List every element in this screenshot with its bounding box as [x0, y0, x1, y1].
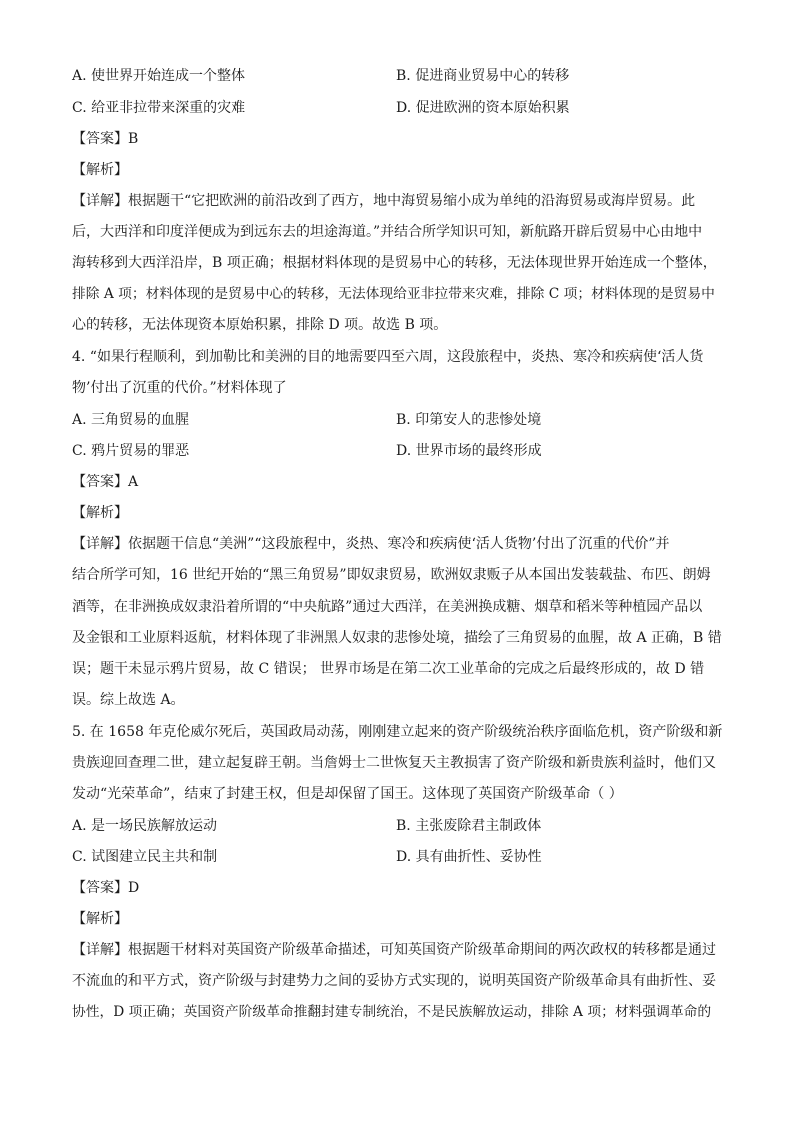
q5-options-row-2	[72, 847, 722, 867]
q4-detail-line: 及金银和工业原料返航，材料体现了非洲黑人奴隶的悲惨处境，描绘了三角贸易的血腥，故 A 正确，B 错	[72, 630, 722, 646]
q3-option-a: A. 使世界开始连成一个整体	[72, 68, 246, 84]
q4-options-row-2	[72, 441, 722, 461]
q4-detail-line: 误。综上故选 A。	[72, 692, 185, 708]
q4-option-d: D. 世界市场的最终形成	[396, 443, 542, 459]
q4-options-row-1	[72, 410, 722, 430]
q4-option-c: C. 鸦片贸易的罪恶	[72, 443, 190, 459]
q5-option-a: A. 是一场民族解放运动	[72, 818, 218, 834]
q3-detail-line: 海转移到大西洋沿岸，B 项正确；根据材料体现的是贸易中心的转移，无法体现世界开始连成一个整体，	[72, 255, 717, 271]
q5-detail-line: 不流血的和平方式，资产阶级与封建势力之间的妥协方式实现的，说明英国资产阶级革命具有曲折性、妥	[72, 973, 716, 989]
q5-option-d: D. 具有曲折性、妥协性	[396, 849, 542, 865]
q5-detail-line: 【详解】根据题干材料对英国资产阶级革命描述，可知英国资产阶级革命期间的两次政权的转移都是通过	[72, 942, 716, 958]
q5-option-b: B. 主张废除君主制政体	[396, 818, 542, 834]
q4-detail-line: 酒等，在非洲换成奴隶沿着所谓的“中央航路”通过大西洋，在美洲换成糖、烟草和稻米等种植园产品以	[72, 599, 703, 615]
q3-options-row-1	[72, 66, 722, 86]
q4-detail-line: 【详解】依据题干信息“美洲”“这段旅程中，炎热、寒冷和疾病使‘活人货物’付出了沉重的代价”并	[72, 536, 670, 552]
q3-detail-line: 心的转移，无法体现资本原始积累，排除 D 项。故选 B 项。	[72, 317, 448, 333]
q5-option-c: C. 试图建立民主共和制	[72, 849, 218, 865]
q4-detail-line: 误；题干未显示鸦片贸易，故 C 错误； 世界市场是在第二次工业革命的完成之后最终形成的，故 D 错	[72, 661, 705, 677]
q4-detail-line: 结合所学可知，16 世纪开始的“黑三角贸易”即奴隶贸易，欧洲奴隶贩子从本国出发装载盐、布匹、朗姆	[72, 567, 711, 583]
q5-stem-line: 贵族迎回查理二世，建立起复辟王朝。当詹姆士二世恢复天主教损害了资产阶级和新贵族利益时，他们又	[72, 755, 716, 771]
q3-option-d: D. 促进欧洲的资本原始积累	[396, 100, 570, 116]
q3-detail-line: 排除 A 项；材料体现的是贸易中心的转移，无法体现给亚非拉带来灾难，排除 C 项；材料体现的是贸易中	[72, 286, 715, 302]
q5-options-row-1	[72, 816, 722, 836]
q4-option-b: B. 印第安人的悲惨处境	[396, 412, 542, 428]
q3-option-b: B. 促进商业贸易中心的转移	[396, 68, 570, 84]
q5-stem-line: 发动“光荣革命”，结束了封建王权，但是却保留了国王。这体现了英国资产阶级革命（ ）	[72, 786, 623, 802]
q5-detail-line: 协性，D 项正确；英国资产阶级革命推翻封建专制统治，不是民族解放运动，排除 A 项；材料强调革命的	[72, 1004, 712, 1020]
q3-option-c: C. 给亚非拉带来深重的灾难	[72, 100, 246, 116]
q5-answer: 【答案】D	[72, 880, 140, 896]
q4-answer: 【答案】A	[72, 474, 139, 490]
q3-detail-line: 后，大西洋和印度洋便成为到远东去的坦途海道。”并结合所学知识可知，新航路开辟后贸易中心由地中	[72, 224, 703, 240]
q3-detail-line: 【详解】根据题干“它把欧洲的前沿改到了西方，地中海贸易缩小成为单纯的沿海贸易或海岸贸易。此	[72, 193, 696, 209]
q3-answer: 【答案】B	[72, 131, 139, 147]
q4-analysis-label: 【解析】	[72, 505, 128, 521]
q3-analysis-label: 【解析】	[72, 162, 128, 178]
q4-stem-line: 4. “如果行程顺利，到加勒比和美洲的目的地需要四至六周，这段旅程中，炎热、寒冷和疾病使‘活人货	[72, 349, 704, 365]
q4-option-a: A. 三角贸易的血腥	[72, 412, 190, 428]
q5-analysis-label: 【解析】	[72, 911, 128, 927]
q5-stem-line: 5. 在 1658 年克伦威尔死后，英国政局动荡，刚刚建立起来的资产阶级统治秩序面临危机，资产阶级和新	[72, 724, 723, 740]
q3-options-row-2	[72, 98, 722, 118]
q4-stem-line: 物’付出了沉重的代价。”材料体现了	[72, 380, 287, 396]
